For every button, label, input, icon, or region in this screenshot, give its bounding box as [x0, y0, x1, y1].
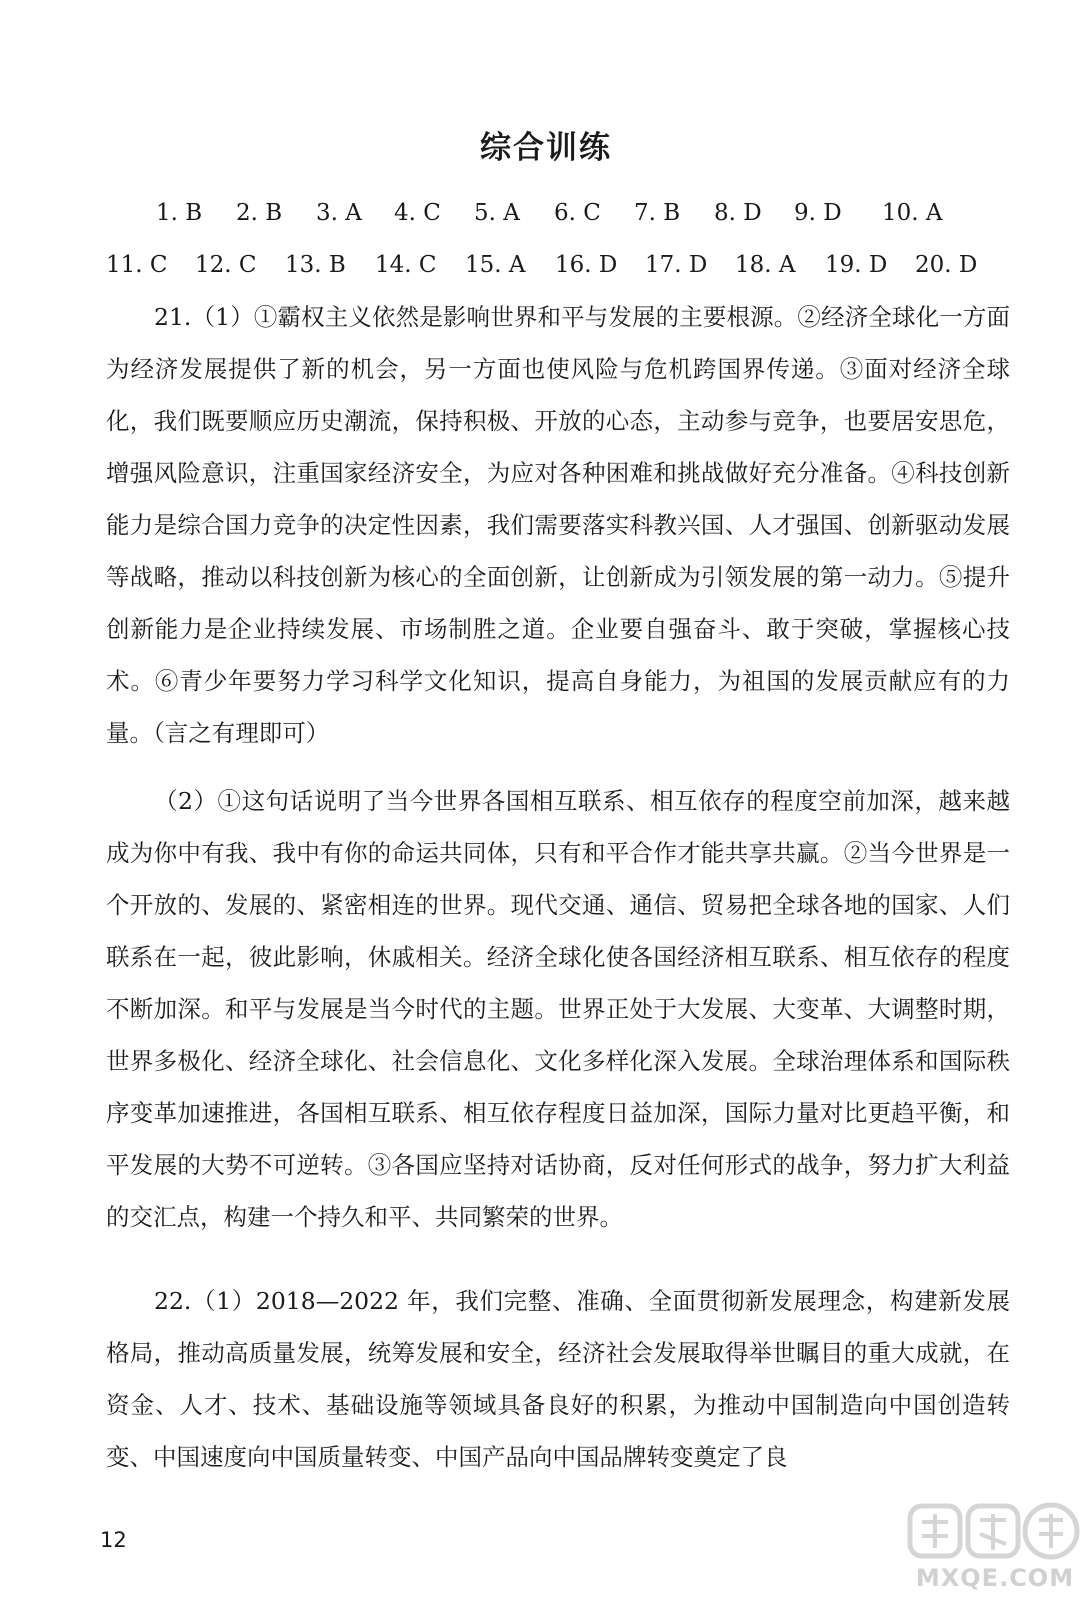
answer-key-row-2 [106, 250, 1006, 280]
watermark [906, 1500, 1084, 1595]
answer-item: 11. C [106, 252, 168, 278]
answer-item: 4. C [394, 200, 441, 226]
answer-item: 18. A [735, 252, 796, 278]
question-22-part-1: 22.（1）2018—2022 年，我们完整、准确、全面贯彻新发展理念，构建新发展格局，推动高质量发展，统筹发展和安全，经济社会发展取得举世瞩目的重大成就，在资金、人才、技术、基础设施等领域具备良好的积累，为推动中国制造向中国创造转变、中国速度向中国质量转变、中国产品向中国品牌转变奠定了良 [106, 1287, 1010, 1471]
answer-item: 8. D [714, 200, 762, 226]
page-title: 综合训练 [480, 130, 612, 166]
answer-item: 15. A [465, 252, 526, 278]
answer-item: 2. B [236, 200, 283, 226]
answer-key-row-1 [106, 198, 1006, 228]
watermark-logo-icon [906, 1500, 1084, 1562]
page-number: 12 [100, 1528, 127, 1552]
answer-item: 16. D [555, 252, 618, 278]
answer-item: 6. C [554, 200, 601, 226]
answer-item: 20. D [915, 252, 978, 278]
answer-item: 13. B [285, 252, 346, 278]
answer-item: 10. A [882, 200, 943, 226]
question-21-part-1: 21.（1）①霸权主义依然是影响世界和平与发展的主要根源。②经济全球化一方面为经济发展提供了新的机会，另一方面也使风险与危机跨国界传递。③面对经济全球化，我们既要顺应历史潮流，保持积极、开放的心态，主动参与竞争，也要居安思危，增强风险意识，注重国家经济安全，为应对各种困难和挑战做好充分准备。④科技创新能力是综合国力竞争的决定性因素，我们需要落实科教兴国、人才强国、创新驱动发展等战略，推动以科技创新为核心的全面创新，让创新成为引领发展的第一动力。⑤提升创新能力是企业持续发展、市场制胜之道。企业要自强奋斗、敢于突破，掌握核心技术。⑥青少年要努力学习科学文化知识，提高自身能力，为祖国的发展贡献应有的力量。（言之有理即可） [106, 303, 1010, 747]
answer-item: 14. C [375, 252, 437, 278]
question-21-part-2: （2）①这句话说明了当今世界各国相互联系、相互依存的程度空前加深，越来越成为你中有我、我中有你的命运共同体，只有和平合作才能共享共赢。②当今世界是一个开放的、发展的、紧密相连的世界。现代交通、通信、贸易把全球各地的国家、人们联系在一起，彼此影响，休戚相关。经济全球化使各国经济相互联系、相互依存的程度不断加深。和平与发展是当今时代的主题。世界正处于大发展、大变革、大调整时期，世界多极化、经济全球化、社会信息化、文化多样化深入发展。全球治理体系和国际秩序变革加速推进，各国相互联系、相互依存程度日益加深，国际力量对比更趋平衡，和平发展的大势不可逆转。③各国应坚持对话协商，反对任何形式的战争，努力扩大利益的交汇点，构建一个持久和平、共同繁荣的世界。 [106, 787, 1010, 1231]
answer-item: 7. B [634, 200, 681, 226]
answer-item: 17. D [645, 252, 708, 278]
answer-item: 19. D [825, 252, 888, 278]
watermark-text: MXQE.COM [915, 1564, 1075, 1592]
answer-item: 1. B [156, 200, 203, 226]
answer-item: 3. A [316, 200, 362, 226]
answer-item: 5. A [474, 200, 520, 226]
answer-item: 9. D [794, 200, 842, 226]
answer-item: 12. C [195, 252, 257, 278]
